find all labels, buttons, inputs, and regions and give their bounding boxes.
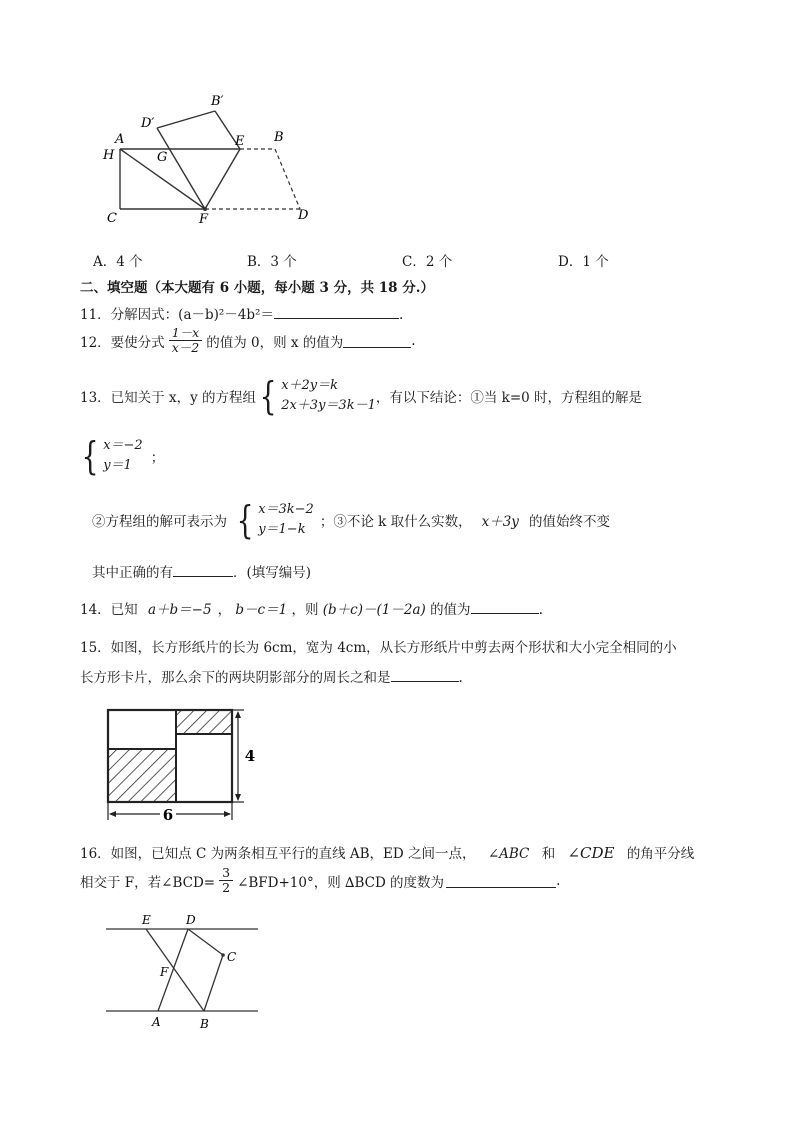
- q14-e1: a＋b＝−5: [147, 602, 212, 618]
- q13-expr: x＋3y: [481, 514, 519, 531]
- q14-mid: ，则: [291, 602, 319, 618]
- option-c: C．2 个: [402, 254, 453, 270]
- q13-suffix: ，有以下结论：①当 k=0 时，方程组的解是: [375, 390, 643, 407]
- q15-line-2: [80, 666, 463, 686]
- q16-num: 3: [219, 866, 233, 881]
- section-title: 二、填空题（本大题有 6 小题，每小题 3 分，共 18 分.）: [80, 280, 434, 296]
- q16-and: 和: [541, 846, 556, 862]
- q13-sol1: x＝−2: [103, 438, 143, 453]
- q13-eq1: x＋2y＝k: [281, 378, 339, 393]
- q13-prefix: 13．已知关于 x，y 的方程组: [80, 390, 257, 407]
- rectangle-figure: [100, 702, 260, 827]
- q12-prefix: 12．要使分式: [80, 334, 165, 351]
- q16-line-1: [80, 842, 694, 862]
- option-a: A．4 个: [93, 254, 143, 270]
- answer-blank: [343, 334, 411, 348]
- q13-c3: ；③不论 k 取什么实数，: [319, 514, 472, 531]
- q14-e3: (b＋c)－(1－2a): [322, 602, 426, 618]
- q13-solution-1: { x＝−2 y＝1 ；: [81, 434, 165, 479]
- q12-end: .: [411, 332, 416, 349]
- q15-line2-text: 长方形卡片，那么余下的两块阴影部分的周长之和是: [80, 670, 391, 686]
- label-F: F: [160, 965, 169, 979]
- q13-sol3: x＝3k−2: [258, 502, 314, 517]
- width-label: 6: [162, 806, 174, 824]
- label-D-prime: D′: [141, 116, 155, 131]
- question-13: [80, 374, 643, 419]
- q13-c2-prefix: ②方程组的解可表示为: [92, 514, 227, 531]
- answer-blank: [471, 600, 539, 614]
- question-11: [80, 303, 403, 323]
- label-F: F: [199, 212, 209, 227]
- q12-num: 1－x: [169, 326, 203, 341]
- option-b: B．3 个: [247, 254, 297, 270]
- label-B-prime: B′: [211, 94, 224, 109]
- q13-eq2: 2x＋3y＝3k－1: [281, 398, 376, 414]
- q13-system: { x＋2y＝k 2x＋3y＝3k－1: [259, 374, 376, 419]
- question-14: [80, 598, 543, 618]
- label-C: C: [227, 950, 237, 964]
- answer-blank: [274, 305, 399, 319]
- q13-last: [92, 561, 311, 581]
- label-C: C: [107, 211, 117, 226]
- q16-line2-mid: ∠BFD+10°，则 ∆BCD 的度数为: [237, 874, 445, 891]
- q14-comma: ，: [217, 602, 232, 618]
- label-B: B: [200, 1017, 209, 1031]
- q11-end: .: [398, 307, 404, 323]
- label-H: H: [103, 148, 115, 163]
- question-12: [80, 326, 416, 356]
- answer-blank: [391, 668, 459, 682]
- label-D: D: [186, 913, 196, 927]
- q13-semi: ；: [150, 450, 165, 467]
- q16-angle2: ∠CDE: [567, 844, 615, 862]
- q13-c3-suffix: 的值始终不变: [528, 514, 610, 531]
- q13-conclusion-2: ②方程组的解可表示为 { x＝3k−2 y＝1−k ；③不论 k 取什么实数， x＋3y 的值始终不变: [92, 498, 610, 543]
- q12-suffix: 的值为 0，则 x 的值为: [206, 334, 344, 351]
- q15-line-1: 15．如图，长方形纸片的长为 6cm，宽为 4cm，从长方形纸片中剪去两个形状和大小完全相同的小: [80, 640, 677, 656]
- q13-sol2: y＝1: [103, 458, 132, 474]
- label-G: G: [157, 150, 168, 165]
- q13-last-suffix: ．(填写编号): [233, 565, 312, 581]
- fold-figure: [95, 85, 335, 230]
- q16-line1-prefix: 16．如图，已知点 C 为两条相互平行的直线 AB，ED 之间一点，: [80, 846, 476, 862]
- q16-line-2: [80, 866, 560, 896]
- label-D: D: [298, 208, 309, 223]
- q16-fraction: [219, 866, 233, 896]
- q16-angle1: ∠ABC: [487, 846, 530, 862]
- q14-suffix: 的值为: [430, 602, 471, 618]
- label-B: B: [274, 130, 284, 145]
- label-E: E: [235, 134, 245, 149]
- q13-last-prefix: 其中正确的有: [92, 565, 173, 581]
- q14-prefix: 14．已知: [80, 602, 138, 618]
- q16-den: 2: [222, 880, 231, 896]
- q16-line1-suffix: 的角平分线: [626, 846, 695, 862]
- q15-end: .: [458, 670, 463, 686]
- q12-den: x－2: [171, 340, 200, 356]
- q16-end: .: [556, 872, 561, 889]
- label-A: A: [115, 132, 125, 147]
- q12-fraction: [169, 326, 203, 356]
- option-d: D．1 个: [558, 254, 609, 270]
- q11-text: 11．分解因式：(a－b)²－4b²＝: [80, 307, 274, 323]
- q16-line2-prefix: 相交于 F，若∠BCD=: [80, 874, 216, 891]
- label-E: E: [142, 913, 151, 927]
- q14-e2: b－c＝1: [235, 602, 288, 618]
- q14-end: .: [538, 602, 543, 618]
- height-label: 4: [244, 747, 256, 765]
- q13-sol4: y＝1−k: [258, 522, 306, 538]
- answer-blank: [446, 874, 556, 888]
- label-A: A: [152, 1015, 161, 1029]
- parallel-lines-figure: [100, 910, 270, 1035]
- answer-blank: [173, 563, 233, 577]
